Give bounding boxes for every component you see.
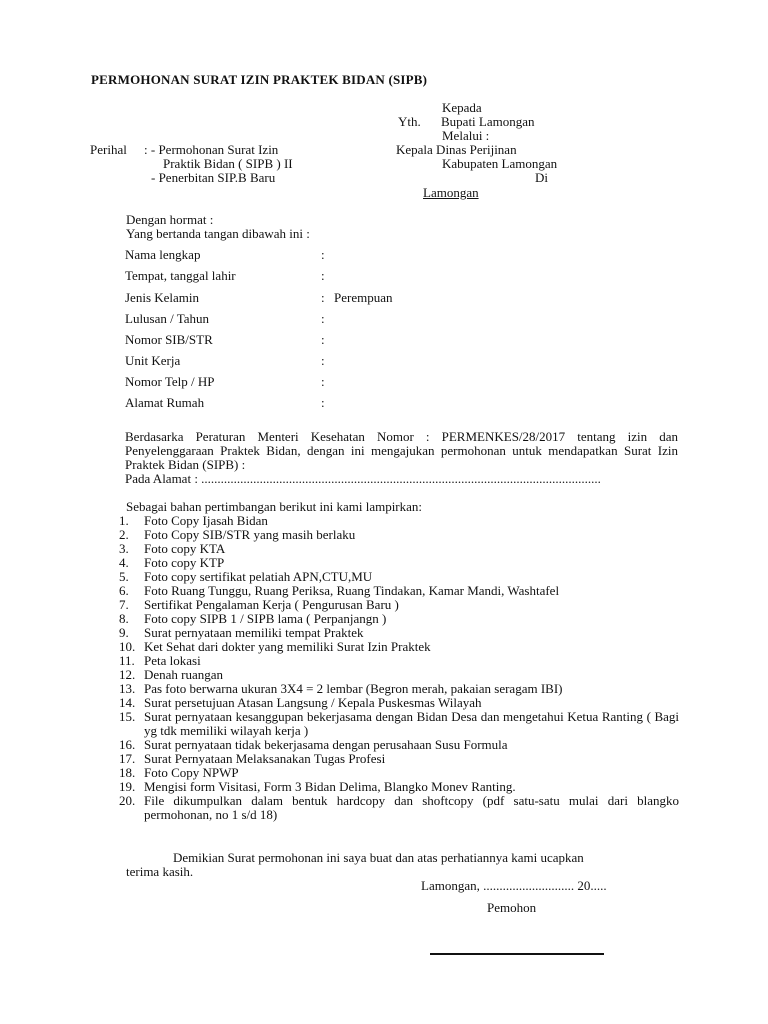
attachment-number: 7.	[119, 597, 129, 612]
attachment-number: 4.	[119, 555, 129, 570]
field-label-jenis-kelamin: Jenis Kelamin	[125, 290, 200, 305]
attachment-text: Mengisi form Visitasi, Form 3 Bidan Delima, Blangko Monev Ranting.	[144, 779, 516, 794]
attachments-list	[119, 514, 679, 822]
recipient-city: Lamongan	[423, 185, 479, 200]
pada-alamat: Pada Alamat : ...........................................................................................................................	[125, 472, 601, 486]
attachment-text: Surat Pernyataan Melaksanakan Tugas Profesi	[144, 751, 386, 766]
recipient-kabupaten: Kabupaten Lamongan	[442, 156, 558, 171]
signature-line	[430, 953, 604, 955]
perihal-line-2: Praktik Bidan ( SIPB ) II	[163, 156, 293, 171]
perihal-line-1: : - Permohonan Surat Izin	[144, 142, 279, 157]
field-label-unit-kerja: Unit Kerja	[125, 353, 181, 368]
attachment-number: 18.	[119, 765, 136, 780]
attachment-text: Surat persetujuan Atasan Langsung / Kepala Puskesmas Wilayah	[144, 695, 482, 710]
field-label-ttl: Tempat, tanggal lahir	[125, 268, 236, 283]
field-label-nama: Nama lengkap	[125, 247, 201, 262]
closing-line-2: terima kasih.	[126, 864, 194, 879]
attachment-number: 12.	[119, 667, 136, 682]
field-label-nomor-sib: Nomor SIB/STR	[125, 332, 213, 347]
intro-line: Yang bertanda tangan dibawah ini :	[126, 226, 310, 241]
attachment-item	[119, 696, 679, 710]
field-colon-unit-kerja: :	[321, 353, 325, 368]
field-colon-ttl: :	[321, 268, 325, 283]
attachment-item	[119, 780, 679, 794]
attachment-number: 1.	[119, 513, 129, 528]
attachment-number: 6.	[119, 583, 129, 598]
recipient-melalui: Melalui :	[442, 128, 490, 143]
attachment-number: 14.	[119, 695, 136, 710]
attachment-item	[119, 654, 679, 668]
field-label-telp: Nomor Telp / HP	[125, 374, 215, 389]
attachment-text: Foto Copy Ijasah Bidan	[144, 513, 268, 528]
pemohon-label: Pemohon	[487, 900, 537, 915]
attachment-item	[119, 794, 679, 822]
attachment-number: 2.	[119, 527, 129, 542]
attachment-text: Surat pernyataan kesanggupan bekerjasama dengan Bidan Desa dan mengetahui Ketua Ranting ( Bagi yg tdk memiliki wilayah kerja )	[144, 709, 679, 738]
perihal-label: Perihal	[90, 142, 127, 157]
attachment-number: 19.	[119, 779, 136, 794]
attachment-number: 17.	[119, 751, 136, 766]
recipient-di: Di	[535, 170, 548, 185]
attachment-number: 8.	[119, 611, 129, 626]
basis-paragraph: Berdasarka Peraturan Menteri Kesehatan Nomor : PERMENKES/28/2017 tentang izin dan Penyelenggaraan Praktek Bidan, dengan ini mengajukan permohonan untuk mendapatkan Surat Izin Praktek Bidan (SIPB) :	[125, 429, 678, 472]
field-value-jenis-kelamin: Perempuan	[334, 290, 393, 305]
attachment-item	[119, 556, 679, 570]
attachment-number: 13.	[119, 681, 136, 696]
attachment-item	[119, 640, 679, 654]
recipient-kepala: Kepala Dinas Perijinan	[396, 142, 517, 157]
attachment-item	[119, 752, 679, 766]
perihal-line-3: - Penerbitan SIP.B Baru	[151, 170, 276, 185]
attachment-number: 16.	[119, 737, 136, 752]
attachment-text: Surat pernyataan memiliki tempat Praktek	[144, 625, 364, 640]
attachment-text: Pas foto berwarna ukuran 3X4 = 2 lembar (Begron merah, pakaian seragam IBI)	[144, 681, 563, 696]
field-colon-telp: :	[321, 374, 325, 389]
attachment-text: File dikumpulkan dalam bentuk hardcopy dan shoftcopy (pdf satu-satu mulai dari blangko permohonan, no 1 s/d 18)	[144, 793, 679, 822]
field-colon-nomor-sib: :	[321, 332, 325, 347]
attachment-text: Foto Copy NPWP	[144, 765, 239, 780]
attachment-text: Denah ruangan	[144, 667, 224, 682]
attachment-item	[119, 710, 679, 738]
attachment-item	[119, 612, 679, 626]
attachment-text: Foto Copy SIB/STR yang masih berlaku	[144, 527, 356, 542]
attachment-number: 5.	[119, 569, 129, 584]
attachment-item	[119, 766, 679, 780]
attachment-text: Peta lokasi	[144, 653, 201, 668]
attachment-text: Foto copy sertifikat pelatiah APN,CTU,MU	[144, 569, 373, 584]
closing-line-1: Demikian Surat permohonan ini saya buat dan atas perhatiannya kami ucapkan	[173, 850, 584, 865]
field-colon-alamat: :	[321, 395, 325, 410]
field-label-lulusan: Lulusan / Tahun	[125, 311, 210, 326]
place-date: Lamongan, ............................ 20.....	[421, 878, 607, 893]
document-title: PERMOHONAN SURAT IZIN PRAKTEK BIDAN (SIPB)	[91, 72, 428, 87]
attachment-item	[119, 570, 679, 584]
attachment-item	[119, 528, 679, 542]
field-colon-lulusan: :	[321, 311, 325, 326]
attachment-number: 15.	[119, 709, 136, 724]
attachment-number: 11.	[119, 653, 135, 668]
attachment-item	[119, 598, 679, 612]
field-colon-jenis-kelamin: :	[321, 290, 325, 305]
attachment-text: Foto copy SIPB 1 / SIPB lama ( Perpanjangn )	[144, 611, 387, 626]
attachment-text: Ket Sehat dari dokter yang memiliki Surat Izin Praktek	[144, 639, 431, 654]
attachment-item	[119, 668, 679, 682]
attachment-text: Sertifikat Pengalaman Kerja ( Pengurusan Baru )	[144, 597, 399, 612]
attachment-text: Foto copy KTP	[144, 555, 225, 570]
attachments-intro: Sebagai bahan pertimbangan berikut ini kami lampirkan:	[126, 499, 423, 514]
attachment-text: Foto Ruang Tunggu, Ruang Periksa, Ruang Tindakan, Kamar Mandi, Washtafel	[144, 583, 560, 598]
recipient-kepada: Kepada	[442, 100, 482, 115]
attachment-number: 10.	[119, 639, 136, 654]
attachment-number: 3.	[119, 541, 129, 556]
recipient-yth: Yth.	[398, 114, 421, 129]
attachment-text: Foto copy KTA	[144, 541, 226, 556]
attachment-number: 20.	[119, 793, 136, 808]
attachment-item	[119, 542, 679, 556]
attachment-item	[119, 626, 679, 640]
greeting: Dengan hormat :	[126, 212, 214, 227]
recipient-bupati: Bupati Lamongan	[441, 114, 535, 129]
attachment-item	[119, 738, 679, 752]
field-colon-nama: :	[321, 247, 325, 262]
attachment-text: Surat pernyataan tidak bekerjasama dengan perusahaan Susu Formula	[144, 737, 508, 752]
attachment-item	[119, 514, 679, 528]
attachment-item	[119, 682, 679, 696]
field-label-alamat: Alamat Rumah	[125, 395, 205, 410]
attachment-number: 9.	[119, 625, 129, 640]
attachment-item	[119, 584, 679, 598]
